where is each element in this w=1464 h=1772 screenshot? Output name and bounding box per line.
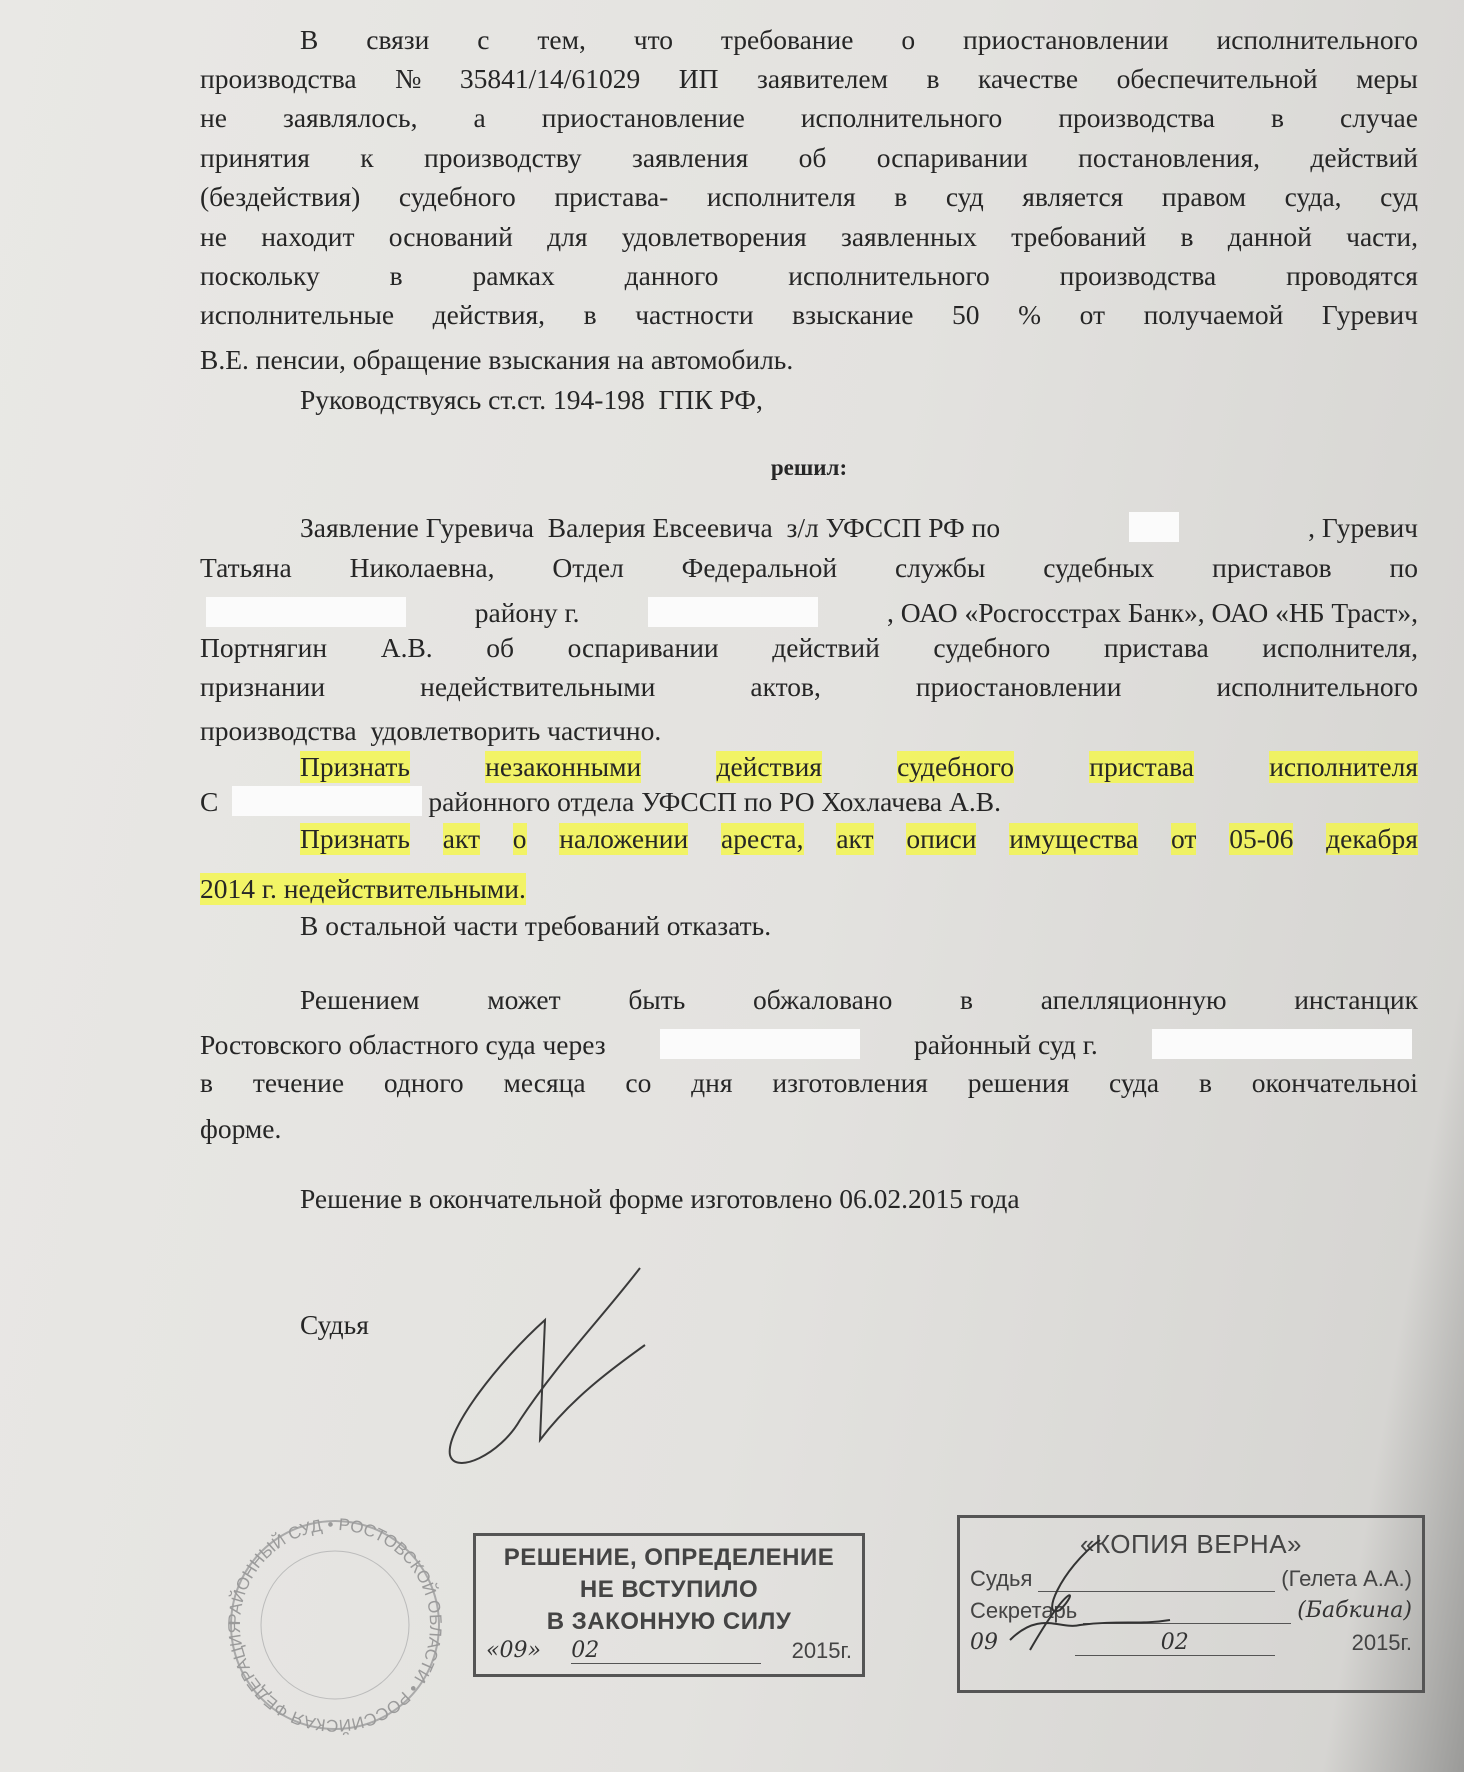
word: приостановлении <box>963 24 1169 55</box>
word: исполнителя <box>706 181 856 212</box>
word: исполнительного <box>1216 671 1418 702</box>
text-segment: производства удовлетворить частично. <box>200 715 662 746</box>
text-segment: районного отдела УФССП по РО Хохлачева А.В. <box>428 786 1001 817</box>
word: случае <box>1340 102 1418 133</box>
word: оспаривании <box>567 632 719 663</box>
word: ИП <box>678 63 719 94</box>
word: суда <box>1109 1067 1160 1098</box>
word: производства <box>1058 102 1215 133</box>
word: о <box>512 823 527 854</box>
word: Признать <box>300 751 410 782</box>
text-segment: районный суд г. <box>914 1029 1098 1060</box>
word: обжалованo <box>753 984 893 1015</box>
word: данного <box>624 260 719 291</box>
word: действий <box>772 632 880 663</box>
word: получаемой <box>1143 299 1284 330</box>
word: 50 <box>952 299 980 330</box>
stamp-line: НЕ ВСТУПИЛО <box>579 1576 759 1603</box>
word: изготовления <box>772 1067 928 1098</box>
text-segment: В остальной части требований отказать. <box>300 910 772 941</box>
word: для <box>547 221 588 252</box>
word: Федеральной <box>681 552 838 583</box>
word: судебного <box>933 632 1051 663</box>
word: пристава <box>1103 632 1209 663</box>
word: а <box>473 102 486 133</box>
word: ареста, <box>721 823 804 854</box>
word: поскольку <box>200 260 320 291</box>
word: заявлялось, <box>282 102 418 133</box>
word: принятия <box>200 142 310 173</box>
word: об <box>798 142 827 173</box>
word: заявления <box>631 142 749 173</box>
text-segment: Заявление Гуревича Валерия Евсеевича з/л УФССП РФ по <box>300 512 1001 543</box>
word: заявителем <box>757 63 888 94</box>
word: меры <box>1356 63 1418 94</box>
word: (бездействия) <box>200 181 361 212</box>
text-segment: , ОАО «Росгосстрах Банк», ОАО «НБ Траст», <box>887 597 1418 628</box>
word: незаконными <box>485 751 642 782</box>
word: 05-06 <box>1229 823 1294 854</box>
word: Решением <box>300 984 420 1015</box>
word: акт <box>442 823 480 854</box>
word: об <box>486 632 515 663</box>
word: исполнителя <box>1269 751 1418 782</box>
word: наложении <box>559 823 689 854</box>
word: не <box>200 102 227 133</box>
word: в <box>1180 221 1194 252</box>
text-segment: решил: <box>770 455 848 480</box>
word: приостановлении <box>915 671 1122 702</box>
judge-label: Судья <box>970 1566 1033 1591</box>
word: приставов <box>1212 552 1332 583</box>
word: от <box>1171 823 1197 854</box>
word: судебного <box>897 751 1015 782</box>
stamp-month: 02 <box>571 1638 761 1664</box>
word: в <box>926 63 940 94</box>
word: в <box>960 984 974 1015</box>
word: Гуревич <box>1321 299 1418 330</box>
word: декабря <box>1326 823 1418 854</box>
word: находит <box>261 221 355 252</box>
word: Признать <box>300 823 410 854</box>
stamp-day: «09» <box>486 1638 541 1663</box>
word: рамках <box>472 260 555 291</box>
word: А.В. <box>380 632 433 663</box>
word: к <box>360 142 374 173</box>
secretary-label: Секретарь <box>970 1598 1078 1623</box>
word: исполнителя, <box>1262 632 1418 663</box>
stamp-line: В ЗАКОННУЮ СИЛУ <box>546 1608 792 1635</box>
word: в <box>200 1067 213 1098</box>
word: не <box>200 221 227 252</box>
word: службы <box>894 552 986 583</box>
word: одного <box>383 1067 464 1098</box>
text-segment: , Гуревич <box>1308 512 1418 543</box>
word: судебных <box>1043 552 1155 583</box>
word: производства <box>1059 260 1217 291</box>
judge-name: (Гелета А.А.) <box>1281 1566 1412 1591</box>
stamp-year: 2015г. <box>791 1638 852 1663</box>
secretary-name: (Бабкина) <box>1297 1598 1412 1623</box>
word: Портнягин <box>200 632 328 663</box>
text-segment: Судья <box>300 1309 369 1340</box>
word: оспаривании <box>876 142 1028 173</box>
word: оснований <box>388 221 513 252</box>
word: Николаевна, <box>349 552 495 583</box>
word: Татьяна <box>200 552 292 583</box>
word: связи <box>366 24 430 55</box>
word: требование <box>720 24 854 55</box>
word: о <box>901 24 916 55</box>
word: недействительными <box>420 671 656 702</box>
text-segment: району г. <box>474 597 580 628</box>
word: суд <box>1380 181 1418 212</box>
word: решения <box>967 1067 1070 1098</box>
text-segment: С <box>200 786 219 817</box>
word: удовлетворения <box>621 221 807 252</box>
word: качестве <box>978 63 1079 94</box>
word: приостановление <box>541 102 745 133</box>
word: постановления, <box>1078 142 1261 173</box>
word: окончательноі <box>1251 1067 1418 1098</box>
word: % <box>1018 299 1042 330</box>
stamp-title: «КОПИЯ ВЕРНА» <box>1079 1529 1302 1559</box>
text-segment: 2014 г. недействительными. <box>200 873 526 904</box>
word: судебного <box>398 181 516 212</box>
word: исполнительного <box>788 260 990 291</box>
word: инстанцик <box>1294 984 1418 1015</box>
word: признании <box>200 671 326 702</box>
stamp-day: 09 <box>970 1630 998 1655</box>
word: заявленных <box>840 221 977 252</box>
text-segment: Ростовского областного суда через <box>200 1029 606 1060</box>
word: исполнительного <box>800 102 1003 133</box>
word: акт <box>836 823 874 854</box>
stamp-year: 2015г. <box>1351 1630 1412 1655</box>
word: части, <box>1346 221 1418 252</box>
word: имущества <box>1009 823 1139 854</box>
word: быть <box>628 984 686 1015</box>
word: пристава- <box>554 181 669 212</box>
seal-text: РАЙОННЫЙ СУД • РОСТОВСКОЙ ОБЛАСТИ • РОССИЙСКАЯ ФЕДЕРАЦИЯ <box>224 1514 446 1736</box>
text-segment: Решение в окончательной форме изготовлено 06.02.2015 года <box>300 1183 1020 1214</box>
word: пристава <box>1089 751 1195 782</box>
word: действия <box>716 751 822 782</box>
word: течение <box>252 1067 345 1098</box>
word: суд <box>945 181 984 212</box>
word: описи <box>906 823 977 854</box>
stamp-month: 02 <box>1075 1630 1275 1656</box>
word: В <box>300 24 319 55</box>
word: апелляционную <box>1040 984 1227 1015</box>
word: исполнительные <box>200 299 395 330</box>
word: исполнительного <box>1216 24 1418 55</box>
word: тем, <box>537 24 586 55</box>
word: данной <box>1227 221 1312 252</box>
word: Отдел <box>552 552 624 583</box>
word: производства <box>200 63 357 94</box>
word: проводятся <box>1286 260 1418 291</box>
word: в <box>1198 1067 1212 1098</box>
stamp-line: РЕШЕНИЕ, ОПРЕДЕЛЕНИЕ <box>503 1544 835 1571</box>
word: частности <box>635 299 754 330</box>
word: 35841/14/61029 <box>459 63 641 94</box>
word: правом <box>1161 181 1247 212</box>
text-segment: В.Е. пенсии, обращение взыскания на автомобиль. <box>200 344 794 375</box>
word: суда, <box>1284 181 1342 212</box>
word: актов, <box>750 671 821 702</box>
word: что <box>633 24 674 55</box>
word: месяца <box>503 1067 586 1098</box>
word: в <box>583 299 597 330</box>
word: дня <box>691 1067 733 1098</box>
word: в <box>1270 102 1284 133</box>
word: является <box>1022 181 1124 212</box>
word: взыскание <box>792 299 914 330</box>
word: со <box>625 1067 652 1098</box>
word: обеспечительной <box>1116 63 1318 94</box>
word: может <box>487 984 561 1015</box>
word: по <box>1389 552 1418 583</box>
word: действий <box>1310 142 1418 173</box>
text-segment: форме. <box>200 1113 282 1144</box>
word: действия, <box>432 299 546 330</box>
word: в <box>389 260 403 291</box>
word: с <box>477 24 490 55</box>
text-segment: Руководствуясь ст.ст. 194-198 ГПК РФ, <box>300 384 763 415</box>
word: требований <box>1011 221 1147 252</box>
word: № <box>395 63 422 94</box>
word: от <box>1079 299 1106 330</box>
word: в <box>894 181 908 212</box>
word: производству <box>424 142 582 173</box>
